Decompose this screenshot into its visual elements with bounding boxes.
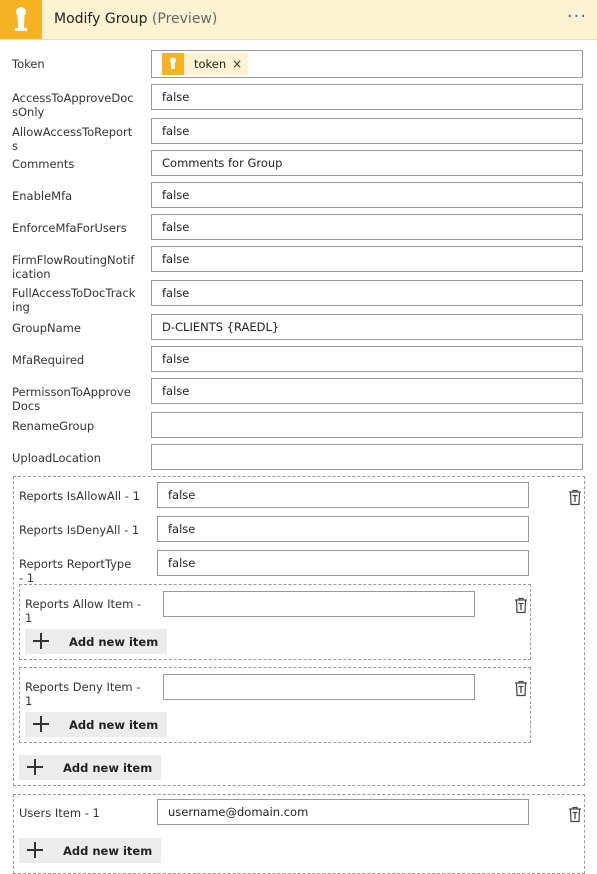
reports-allow-item-input[interactable] [163,591,475,617]
allow-access-to-reports-label: AllowAccessToReports [12,125,133,153]
enable-mfa-label: EnableMfa [12,189,73,203]
plus-icon [27,842,43,858]
reports-allow-item-label: Reports Allow Item - 1 [25,597,142,625]
more-options-icon[interactable]: ··· [566,6,587,27]
reports-is-deny-all-input[interactable]: false [157,516,529,542]
group-name-label: GroupName [12,321,81,335]
delete-allow-item-icon[interactable] [512,596,530,614]
access-to-approve-docs-only-input[interactable]: false [151,84,583,110]
delete-reports-item-icon[interactable] [566,488,584,506]
add-reports-item-button[interactable] [19,755,161,780]
reports-report-type-label: Reports ReportType - 1 [19,557,132,585]
firm-flow-routing-notification-label: FirmFlowRoutingNotification [12,253,135,281]
action-header[interactable] [0,0,597,40]
reports-is-deny-all-label: Reports IsDenyAll - 1 [19,523,140,537]
add-allow-item-button[interactable] [25,629,167,654]
token-chip-label: token [194,57,227,71]
delete-deny-item-icon[interactable] [512,679,530,697]
plus-icon [33,633,49,649]
remove-token-icon[interactable]: × [232,57,243,71]
full-access-to-doc-tracking-label: FullAccessToDocTracking [12,286,136,314]
keyhole-icon [0,0,42,39]
add-users-item-label: Add new item [63,843,153,858]
add-allow-item-label: Add new item [69,634,159,649]
users-item-label: Users Item - 1 [19,806,100,820]
upload-location-label: UploadLocation [12,451,101,465]
action-title-text: Modify Group [54,11,148,27]
preview-label: (Preview) [151,11,218,27]
add-deny-item-label: Add new item [69,717,159,732]
plus-icon [33,716,49,732]
reports-is-allow-all-label: Reports IsAllowAll - 1 [19,489,140,503]
add-users-item-button[interactable] [19,838,161,863]
users-item-input[interactable]: username@domain.com [157,799,529,825]
delete-users-item-icon[interactable] [566,805,584,823]
token-field[interactable] [151,50,583,78]
rename-group-input[interactable] [151,412,583,438]
upload-location-input[interactable] [151,444,583,470]
enforce-mfa-for-users-label: EnforceMfaForUsers [12,221,127,235]
comments-input[interactable]: Comments for Group [151,150,583,176]
enforce-mfa-for-users-input[interactable]: false [151,214,583,240]
mfa-required-label: MfaRequired [12,353,85,367]
reports-report-type-input[interactable]: false [157,550,529,576]
reports-deny-item-label: Reports Deny Item - 1 [25,680,141,708]
add-reports-item-label: Add new item [63,760,153,775]
firm-flow-routing-notification-input[interactable]: false [151,246,583,272]
permisson-to-approve-docs-input[interactable]: false [151,378,583,404]
keyhole-icon [162,53,184,75]
action-title [54,11,217,27]
plus-icon [27,759,43,775]
enable-mfa-input[interactable]: false [151,182,583,208]
group-name-input[interactable]: D-CLIENTS {RAEDL} [151,314,583,340]
reports-deny-item-input[interactable] [163,674,475,700]
reports-is-allow-all-input[interactable]: false [157,482,529,508]
mfa-required-input[interactable]: false [151,346,583,372]
permisson-to-approve-docs-label: PermissonToApproveDocs [12,385,131,413]
add-deny-item-button[interactable] [25,712,167,737]
comments-label: Comments [12,157,75,171]
rename-group-label: RenameGroup [12,419,95,433]
access-to-approve-docs-only-label: AccessToApproveDocsOnly [12,91,134,119]
full-access-to-doc-tracking-input[interactable]: false [151,280,583,306]
allow-access-to-reports-input[interactable]: false [151,118,583,144]
token-chip[interactable] [162,53,248,75]
token-label: Token [12,57,45,71]
